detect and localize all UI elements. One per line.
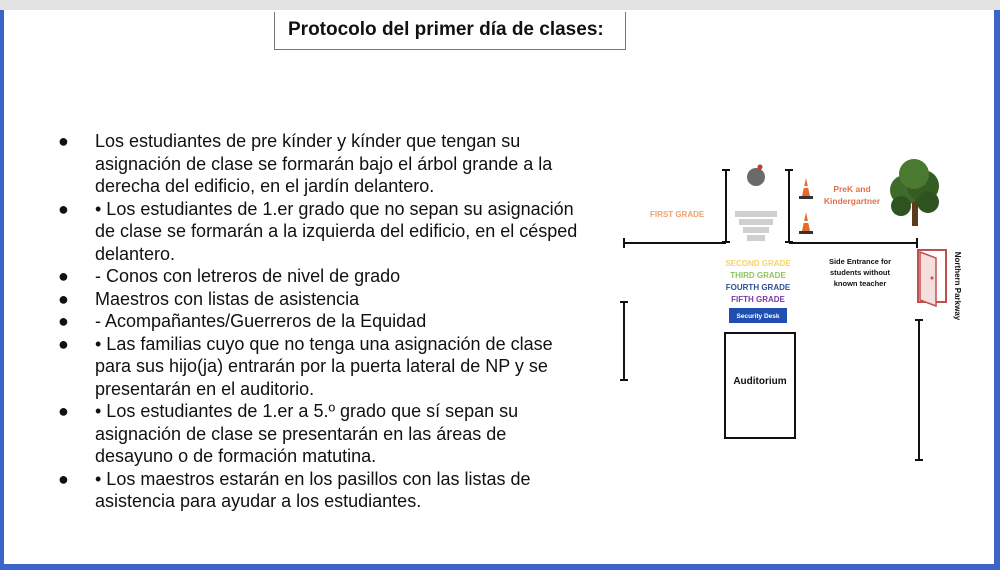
- side-entrance-label: known teacher: [833, 279, 887, 288]
- bullet-marker: ●: [58, 288, 69, 309]
- fourth-grade-label: FOURTH GRADE: [725, 283, 791, 292]
- side-entrance-label: students without: [830, 268, 890, 277]
- slide: [4, 10, 996, 564]
- tree-icon: [890, 159, 939, 226]
- auditorium-label: Auditorium: [733, 376, 787, 387]
- door-icon: [918, 250, 946, 306]
- prek-label: PreK and: [833, 184, 871, 194]
- bullet-marker: ●: [58, 468, 69, 489]
- bullet-marker: ●: [58, 401, 69, 421]
- bullet-marker: ●: [58, 266, 69, 286]
- bullet-marker: ●: [58, 333, 69, 354]
- first-grade-label: FIRST GRADE: [650, 210, 705, 219]
- bullet-text: - Acompañantes/Guerreros de la Equidad: [95, 311, 427, 331]
- bullet-text: - Conos con letreros de nivel de grado: [95, 266, 401, 286]
- bullet-text: • Las familias cuyo que no tenga una asignación de clase para sus hijo(ja) entrarán por la puerta lateral de NP y se presentarán en el auditorio.: [95, 333, 553, 399]
- slide-title: Protocolo del primer día de clases:: [274, 12, 626, 50]
- ball-icon: [747, 168, 765, 186]
- side-entrance-label: Side Entrance for: [828, 257, 892, 266]
- prek-label: Kindergartner: [823, 196, 881, 206]
- street-label: Northern Parkway: [953, 251, 962, 321]
- bullet-marker: ●: [58, 131, 69, 151]
- bullet-text: • Los estudiantes de 1.er a 5.º grado que sí sepan su asignación de clase se presentarán en las áreas de desayuno o de formación matutina.: [95, 401, 519, 466]
- bullet-marker: ●: [58, 311, 69, 331]
- bullet-text: Maestros con listas de asistencia: [95, 288, 360, 309]
- second-grade-label: SECOND GRADE: [725, 259, 791, 268]
- third-grade-label: THIRD GRADE: [730, 271, 786, 280]
- school-map: [4, 10, 994, 564]
- bullet-marker: ●: [58, 198, 69, 219]
- bullet-text: • Los maestros estarán en los pasillos con las listas de asistencia para ayudar a los estudiantes.: [95, 468, 531, 511]
- cone-icon: [799, 212, 813, 234]
- top-bar: [0, 0, 1000, 10]
- security-desk-label: Security Desk: [736, 313, 780, 320]
- fifth-grade-label: FIFTH GRADE: [731, 295, 785, 304]
- ball-icon: [758, 165, 763, 170]
- bullet-text: Los estudiantes de pre kínder y kínder que tengan su asignación de clase se formarán bajo el árbol grande a la derecha del edificio, en el jardín delantero.: [95, 131, 553, 196]
- bullet-text: • Los estudiantes de 1.er grado que no sepan su asignación de clase se formarán a la izquierda del edificio, en el césped delantero.: [95, 198, 578, 264]
- podium-icon: [735, 211, 777, 241]
- cone-icon: [799, 178, 813, 199]
